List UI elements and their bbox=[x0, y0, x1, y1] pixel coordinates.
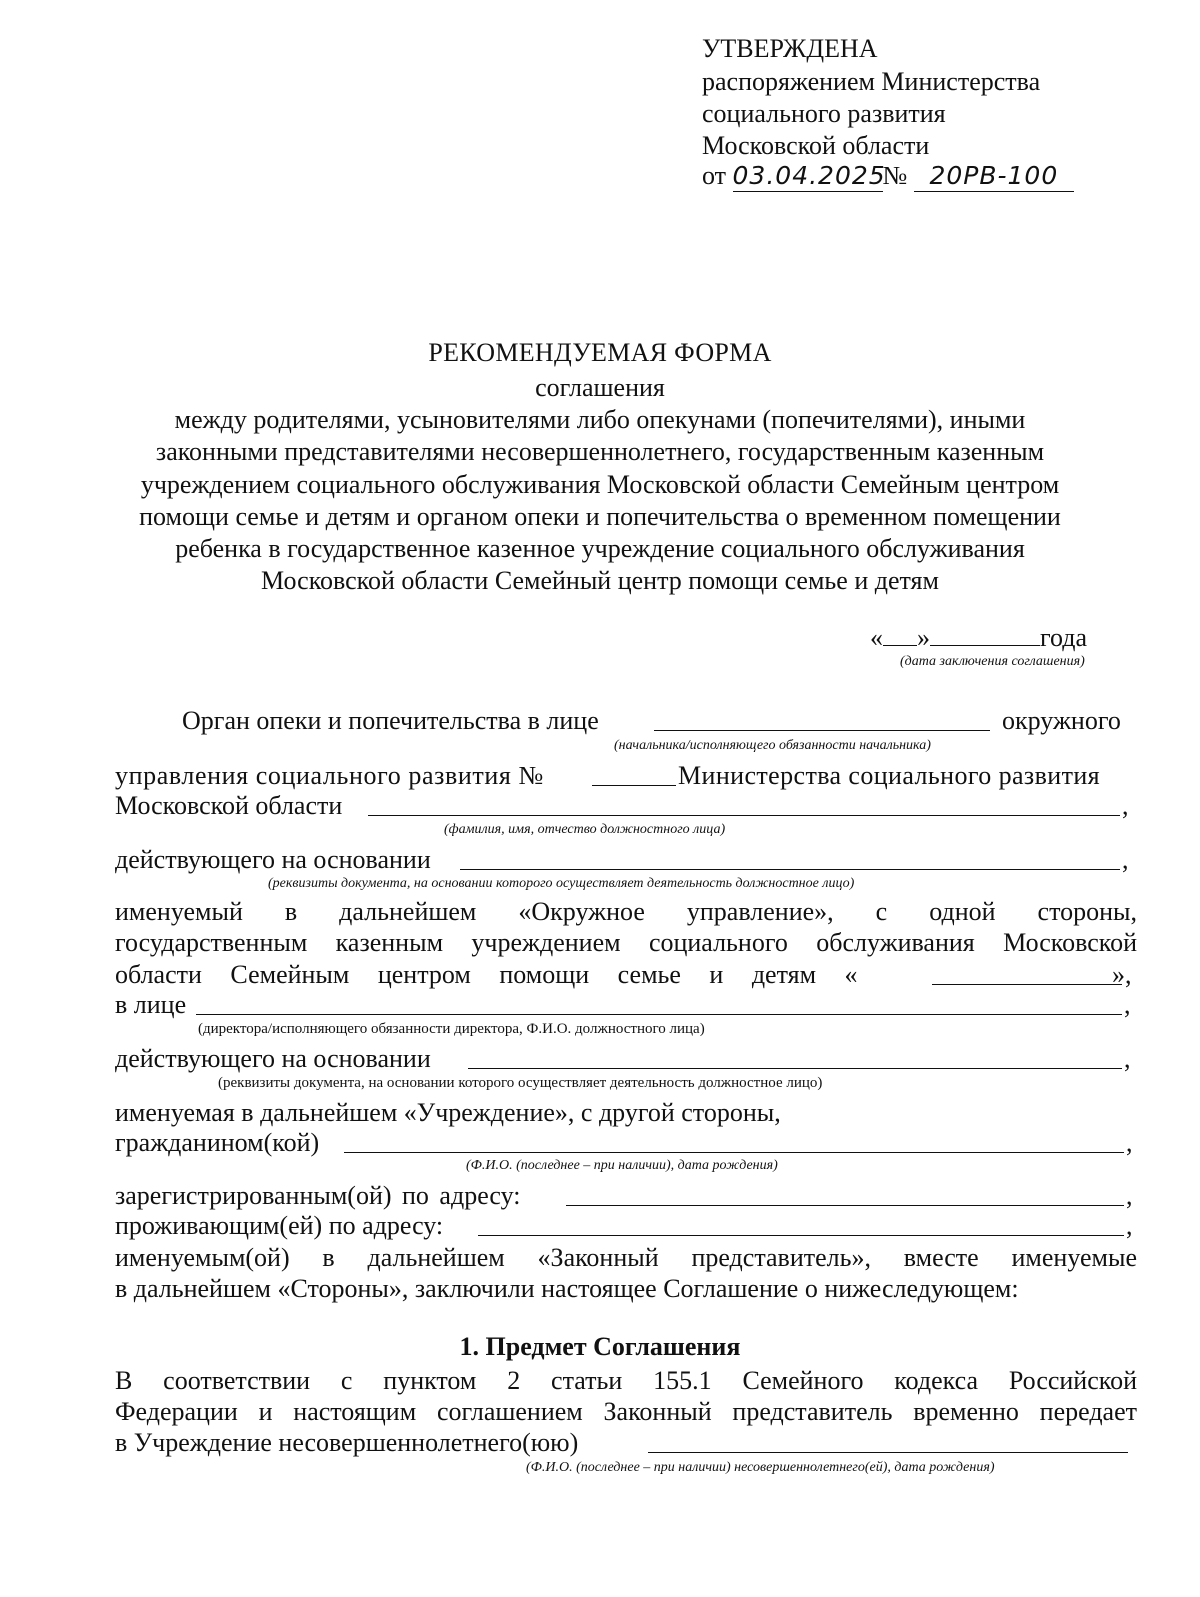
section-1-heading: 1. Предмет Соглашения bbox=[459, 1332, 741, 1361]
living-address-blank bbox=[478, 1235, 1124, 1236]
agreement-date-line bbox=[870, 623, 1087, 653]
open-quote: « bbox=[870, 623, 883, 652]
center-close-quote: », bbox=[1112, 960, 1132, 989]
number-prefix: № bbox=[882, 161, 908, 190]
comma-1: , bbox=[1122, 791, 1129, 820]
month-blank bbox=[930, 623, 1040, 646]
form-subtitle: соглашения bbox=[535, 373, 665, 402]
comma-3: , bbox=[1124, 990, 1131, 1019]
title-line-3: учреждением социального обслуживания Московской области Семейным центром bbox=[140, 470, 1060, 499]
title-line-2: законными представителями несовершеннолетнего, государственным казенным bbox=[155, 437, 1045, 466]
registered-address-blank bbox=[566, 1205, 1124, 1206]
doc-caption-1: (реквизиты документа, на основании которого осуществляет деятельность должностное лицо) bbox=[268, 876, 855, 891]
region-text: Московской области bbox=[115, 791, 343, 820]
institution-text: государственным казенным учреждением социального обслуживания Московской bbox=[115, 928, 1137, 957]
title-line-1: между родителями, усыновителями либо опекунами (попечителями), иными bbox=[174, 405, 1026, 434]
citizen-text: гражданином(кой) bbox=[115, 1128, 320, 1157]
district-text: окружного bbox=[1002, 706, 1121, 735]
basis-doc-blank-1 bbox=[460, 869, 1120, 870]
comma-5: , bbox=[1126, 1128, 1133, 1157]
day-blank bbox=[883, 623, 917, 646]
comma-4: , bbox=[1124, 1044, 1131, 1073]
director-caption: (директора/исполняющего обязанности директора, Ф.И.О. должностного лица) bbox=[198, 1021, 705, 1037]
minor-fio-blank bbox=[648, 1452, 1128, 1453]
head-caption: (начальника/исполняющего обязанности начальника) bbox=[614, 738, 931, 753]
directorate-text: управления социального развития № bbox=[115, 761, 544, 790]
section-1-line-1: В соответствии с пунктом 2 статьи 155.1 Семейного кодекса Российской bbox=[115, 1366, 1137, 1395]
center-text: области Семейным центром помощи семье и детям « bbox=[115, 960, 858, 989]
title-line-5: ребенка в государственное казенное учреждение социального обслуживания bbox=[175, 534, 1025, 563]
comma-6: , bbox=[1126, 1181, 1133, 1210]
guardianship-organ-text: Орган опеки и попечительства в лице bbox=[182, 706, 599, 735]
close-quote: » bbox=[917, 623, 930, 652]
registered-address-text: зарегистрированным(ой) по адресу: bbox=[115, 1181, 521, 1210]
directorate-number-blank bbox=[592, 785, 676, 786]
comma-7: , bbox=[1126, 1211, 1133, 1240]
official-fio-blank bbox=[368, 815, 1120, 816]
living-address-text: проживающим(ей) по адресу: bbox=[115, 1211, 444, 1240]
date-caption: (дата заключения соглашения) bbox=[900, 654, 1085, 669]
center-name-blank bbox=[932, 984, 1122, 985]
approval-line-1: распоряжением Министерства bbox=[702, 67, 1041, 96]
citizen-caption: (Ф.И.О. (последнее – при наличии), дата рождения) bbox=[466, 1158, 778, 1173]
approval-line-2: социального развития bbox=[702, 99, 946, 128]
approval-label: УТВЕРЖДЕНА bbox=[702, 34, 878, 63]
named-representative-text: именуемым(ой) в дальнейшем «Законный представитель», вместе именуемые bbox=[115, 1243, 1137, 1272]
director-blank bbox=[196, 1014, 1122, 1015]
comma-2: , bbox=[1122, 845, 1129, 874]
doc-caption-2: (реквизиты документа, на основании которого осуществляет деятельность должностное лицо) bbox=[218, 1075, 823, 1091]
handwritten-number: 20РВ-100 bbox=[914, 160, 1074, 192]
approval-line-3: Московской области bbox=[702, 131, 930, 160]
handwritten-date: 03.04.2025 bbox=[732, 161, 886, 190]
acting-basis-text-2: действующего на основании bbox=[115, 1044, 431, 1073]
named-district-text: именуемый в дальнейшем «Окружное управление», с одной стороны, bbox=[115, 897, 1137, 926]
head-name-blank bbox=[654, 730, 990, 731]
acting-basis-text-1: действующего на основании bbox=[115, 845, 431, 874]
title-line-4: помощи семье и детям и органом опеки и попечительства о временном помещении bbox=[139, 502, 1061, 531]
citizen-blank bbox=[344, 1152, 1124, 1153]
section-1-line-2: Федерации и настоящим соглашением Законный представитель временно передает bbox=[115, 1397, 1137, 1426]
parties-text: в дальнейшем «Стороны», заключили настоящее Соглашение о нижеследующем: bbox=[115, 1274, 1019, 1303]
year-word: года bbox=[1040, 623, 1088, 652]
named-institution-text: именуемая в дальнейшем «Учреждение», с другой стороны, bbox=[115, 1098, 781, 1127]
ministry-text: Министерства социального развития bbox=[678, 761, 1101, 790]
in-person-text: в лице bbox=[115, 990, 187, 1019]
section-1-line-3: в Учреждение несовершеннолетнего(юю) bbox=[115, 1428, 579, 1457]
form-title: РЕКОМЕНДУЕМАЯ ФОРМА bbox=[428, 338, 772, 367]
approval-date-line bbox=[702, 160, 1074, 192]
fio-caption: (фамилия, имя, отчество должностного лица) bbox=[444, 822, 726, 837]
minor-caption: (Ф.И.О. (последнее – при наличии) несовершеннолетнего(ей), дата рождения) bbox=[526, 1460, 995, 1475]
title-line-6: Московской области Семейный центр помощи семье и детям bbox=[261, 566, 939, 595]
basis-doc-blank-2 bbox=[468, 1068, 1122, 1069]
from-prefix: от bbox=[702, 161, 727, 190]
